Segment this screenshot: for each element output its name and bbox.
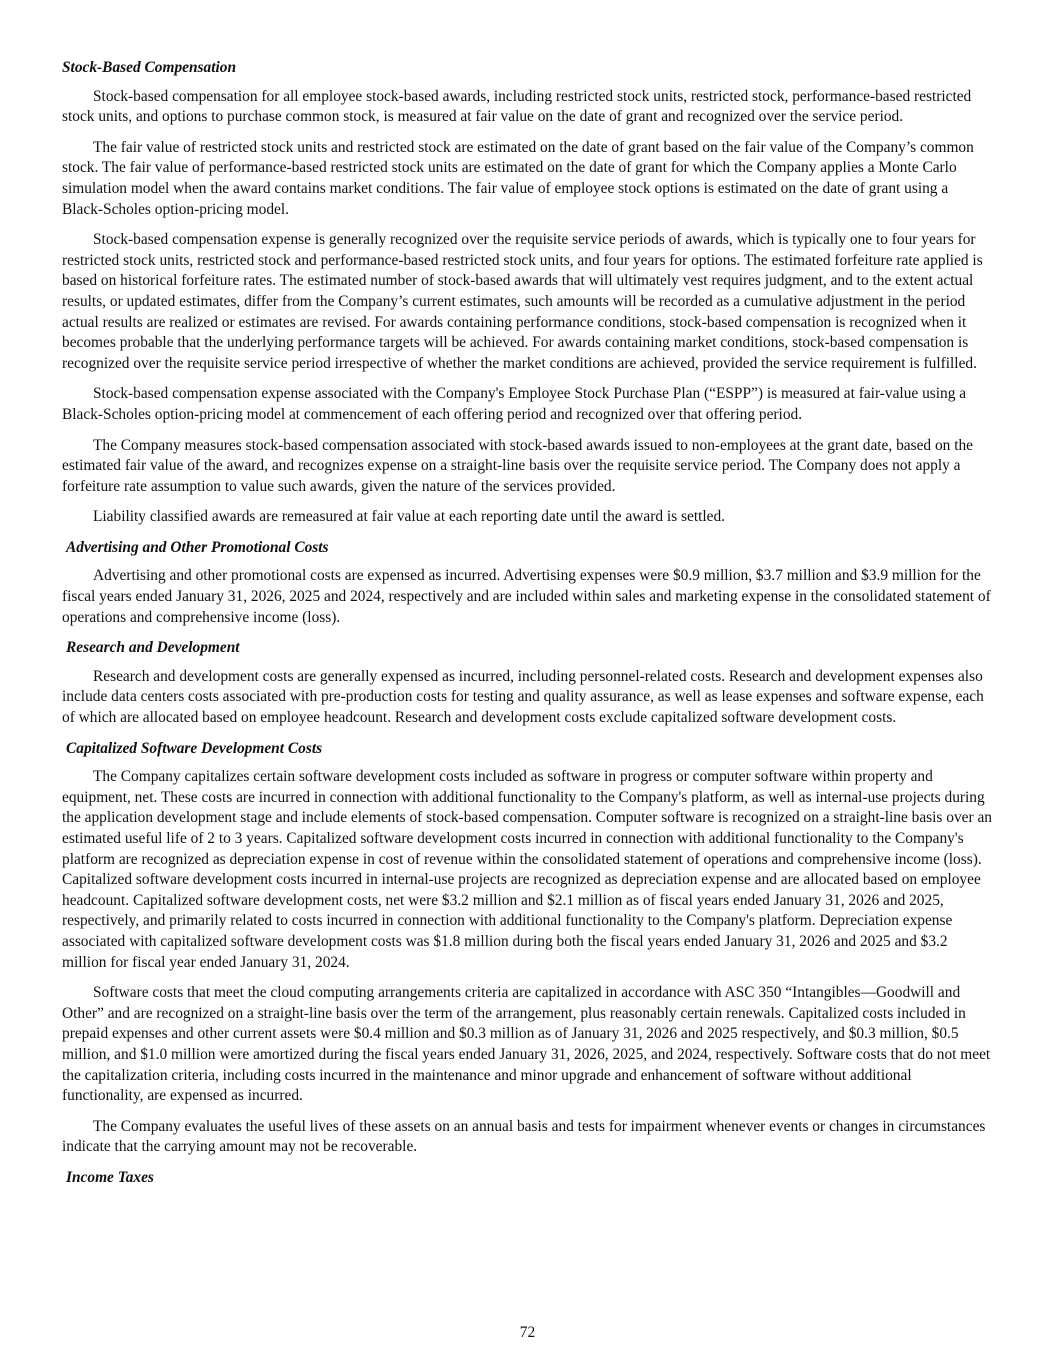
paragraph: The Company evaluates the useful lives of these assets on an annual basis and tests for impairment whenever events or changes in circumstances indicate that the carrying amount may not be recoverable.: [62, 1117, 986, 1156]
document-page: [62, 58, 992, 1197]
paragraph: Liability classified awards are remeasured at fair value at each reporting date until the award is settled.: [93, 508, 726, 526]
section-heading: Capitalized Software Development Costs: [66, 739, 323, 757]
section-advertising-costs: [62, 538, 992, 628]
paragraph: Research and development costs are generally expensed as incurred, including personnel-related costs. Research and development expenses also include data centers costs associated with pre-production costs for testing and quality assurance, as well as lease expenses and software expense, each of which are allocated based on employee headcount. Research and development costs exclude capitalized software development costs.: [62, 667, 984, 727]
section-income-taxes: [62, 1168, 992, 1189]
section-heading: Income Taxes: [66, 1168, 154, 1186]
paragraph: Stock-based compensation expense associated with the Company's Employee Stock Purchase Plan (“ESPP”) is measured at fair-value using a Black-Scholes option-pricing model at commencement of each offering period and recognized over that offering period.: [62, 385, 967, 423]
paragraph: The Company measures stock-based compensation associated with stock-based awards issued to non-employees at the grant date, based on the estimated fair value of the award, and recognizes expense on a straight-line basis over the requisite service period. The Company does not apply a forfeiture rate assumption to value such awards, given the nature of the services provided.: [62, 436, 974, 495]
section-research-and-development: [62, 638, 992, 728]
section-heading: Stock-Based Compensation: [62, 59, 237, 76]
section-heading: Research and Development: [66, 639, 240, 657]
paragraph: Advertising and other promotional costs are expensed as incurred. Advertising expenses were $0.9 million, $3.7 million and $3.9 million for the fiscal years ended January 31, 2026, 2025 and 2024, respectively and are included within sales and marketing expense in the consolidated statement of operations and comprehensive income (loss).: [62, 567, 991, 626]
paragraph: Stock-based compensation expense is generally recognized over the requisite service periods of awards, which is typically one to four years for restricted stock units, restricted stock and performance-based restricted stock units, and four years for options. The estimated forfeiture rate applied is based on historical forfeiture rates. The estimated number of stock-based awards that will ultimately vest requires judgment, and to the extent actual results, or updated estimates, differ from the Company’s current estimates, such amounts will be recorded as a cumulative adjustment in the period actual results are realized or estimates are revised. For awards containing performance conditions, stock-based compensation is recognized when it becomes probable that the underlying performance targets will be achieved. For awards containing market conditions, stock-based compensation is recognized over the requisite service period irrespective of whether the market conditions are achieved, provided the service requirement is fulfilled.: [62, 231, 983, 372]
paragraph: The Company capitalizes certain software development costs included as software in progress or computer software within property and equipment, net. These costs are incurred in connection with additional functionality to the Company's platform, as well as internal-use projects during the application development stage and include elements of stock-based compensation. Computer software is recognized on a straight-line basis over an estimated useful life of 2 to 3 years. Capitalized software development costs incurred in connection with additional functionality to the Company's platform are recognized as depreciation expense in cost of revenue within the consolidated statement of operations and comprehensive income (loss). Capitalized software development costs incurred in internal-use projects are recognized as depreciation expense and are allocated based on employee headcount. Capitalized software development costs, net were $3.2 million and $2.1 million as of fiscal years ended January 31, 2026 and 2025, respectively, and primarily related to costs incurred in connection with additional functionality to the Company's platform. Depreciation expense associated with capitalized software development costs was $1.8 million during both the fiscal years ended January 31, 2026 and 2025 and $3.2 million for fiscal year ended January 31, 2024.: [62, 768, 992, 971]
page-number: 72: [519, 1324, 536, 1341]
section-capitalized-software: [62, 739, 992, 1158]
section-stock-based-compensation: [62, 58, 992, 528]
paragraph: Stock-based compensation for all employee stock-based awards, including restricted stock units, restricted stock, performance-based restricted stock units, and options to purchase common stock, is measured at fair value on the date of grant and recognized over the service period.: [62, 87, 972, 126]
paragraph: Software costs that meet the cloud computing arrangements criteria are capitalized in accordance with ASC 350 “Intangibles—Goodwill and Other” and are recognized on a straight-line basis over the term of the arrangement, plus reasonably certain renewals. Capitalized costs included in prepaid expenses and other current assets were $0.4 million and $0.3 million as of January 31, 2026 and 2025 respectively, and $0.3 million, $0.5 million, and $1.0 million were amortized during the fiscal years ended January 31, 2026, 2025, and 2024, respectively. Software costs that do not meet the capitalization criteria, including costs incurred in the maintenance and minor upgrade and enhancement of software without additional functionality, are expensed as incurred.: [62, 984, 991, 1105]
section-heading: Advertising and Other Promotional Costs: [66, 538, 329, 556]
paragraph: The fair value of restricted stock units and restricted stock are estimated on the date of grant based on the fair value of the Company’s common stock. The fair value of performance-based restricted stock units are estimated on the date of grant for which the Company applies a Monte Carlo simulation model when the award contains market conditions. The fair value of employee stock options is estimated on the date of grant using a Black-Scholes option-pricing model.: [62, 138, 974, 218]
